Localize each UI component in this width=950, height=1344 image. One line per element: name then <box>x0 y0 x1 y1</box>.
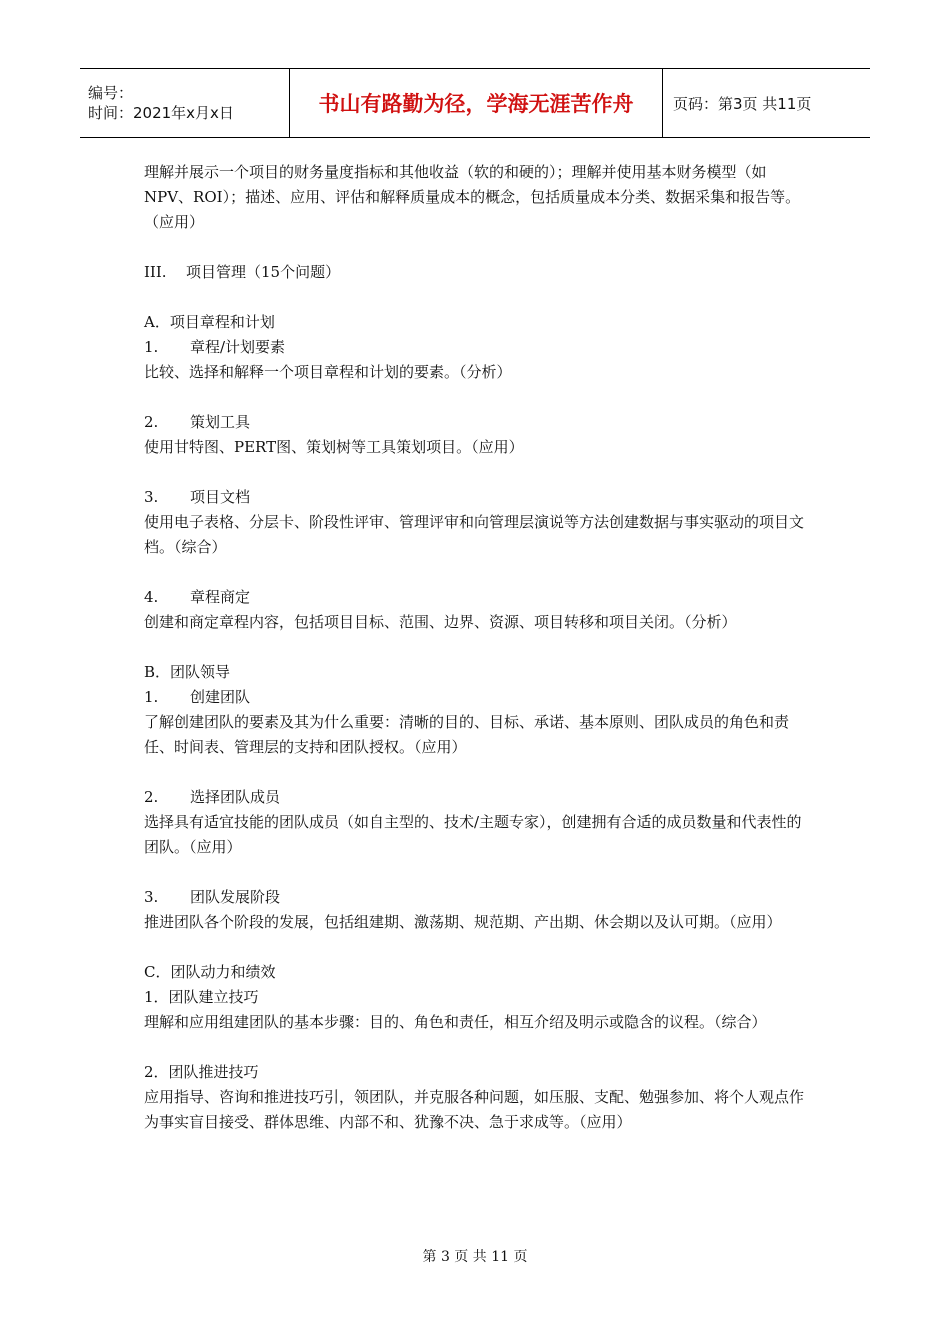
document-body <box>144 160 812 1135</box>
section-number: III. <box>144 263 167 281</box>
item-text: 了解创建团队的要素及其为什么重要：清晰的目的、目标、承诺、基本原则、团队成员的角色和责任、时间表、管理层的支持和团队授权。（应用） <box>144 713 790 756</box>
item-number: 2. <box>144 788 159 806</box>
subsection-heading-c: C．团队动力和绩效 <box>144 963 276 981</box>
item-number: 2. <box>144 413 159 431</box>
header-motto: 书山有路勤为径，学海无涯苦作舟 <box>318 92 634 116</box>
item-title <box>144 410 812 435</box>
item-text: 选择具有适宜技能的团队成员（如自主型的、技术/主题专家），创建拥有合适的成员数量和代表性的团队。（应用） <box>144 813 802 856</box>
item-number: 1. <box>144 688 159 706</box>
item-number: 1. <box>144 338 159 356</box>
item-title <box>144 685 812 710</box>
item-title-text: 选择团队成员 <box>190 788 281 806</box>
item-title <box>144 885 812 910</box>
item-number: 4. <box>144 588 159 606</box>
item-text: 使用电子表格、分层卡、阶段性评审、管理评审和向管理层演说等方法创建数据与事实驱动的项目文档。（综合） <box>144 513 805 556</box>
item-title-text: 创建团队 <box>190 688 251 706</box>
item-title-text: 策划工具 <box>190 413 251 431</box>
header-page-code: 页码：第3页 共11页 <box>673 94 812 113</box>
item-title-text: 团队发展阶段 <box>190 888 281 906</box>
item-text: 应用指导、咨询和推进技巧引，领团队，并克服各种问题，如压服、支配、勉强参加、将个人观点作为事实盲目接受、群体思维、内部不和、犹豫不决、急于求成等。（应用） <box>144 1088 805 1131</box>
item-title-text: 项目文档 <box>190 488 251 506</box>
item-title-text: 章程/计划要素 <box>190 338 286 356</box>
item-text: 比较、选择和解释一个项目章程和计划的要素。（分析） <box>144 363 512 381</box>
page-footer: 第 3 页 共 11 页 <box>422 1249 528 1265</box>
item-text: 使用甘特图、PERT图、策划树等工具策划项目。（应用） <box>144 438 524 456</box>
subsection-heading-a: A．项目章程和计划 <box>144 313 275 331</box>
item-number: 3. <box>144 888 159 906</box>
item-title-text: 章程商定 <box>190 588 251 606</box>
doc-time: 时间：2021年x月x日 <box>88 104 234 122</box>
item-title <box>144 585 812 610</box>
doc-number-label: 编号： <box>88 84 134 102</box>
subsection-heading-b: B．团队领导 <box>144 663 231 681</box>
header-left-cell <box>80 69 290 137</box>
item-number: 3. <box>144 488 159 506</box>
header-motto-cell <box>290 69 663 137</box>
item-title: 2．团队推进技巧 <box>144 1063 259 1081</box>
item-title <box>144 485 812 510</box>
intro-paragraph: 理解并展示一个项目的财务量度指标和其他收益（软的和硬的）；理解并使用基本财务模型（如NPV、ROI）；描述、应用、评估和解释质量成本的概念，包括质量成本分类、数据采集和报告等。（应用） <box>144 163 801 231</box>
item-text: 理解和应用组建团队的基本步骤：目的、角色和责任，相互介绍及明示或隐含的议程。（综合） <box>144 1013 767 1031</box>
item-title: 1．团队建立技巧 <box>144 988 259 1006</box>
item-title <box>144 335 812 360</box>
section-heading <box>144 260 812 285</box>
item-title <box>144 785 812 810</box>
header-page-cell <box>663 69 870 137</box>
item-text: 推进团队各个阶段的发展，包括组建期、激荡期、规范期、产出期、休会期以及认可期。（应用） <box>144 913 782 931</box>
item-text: 创建和商定章程内容，包括项目目标、范围、边界、资源、项目转移和项目关闭。（分析） <box>144 613 737 631</box>
section-title: 项目管理（15个问题） <box>186 263 341 281</box>
page-header <box>80 68 870 138</box>
